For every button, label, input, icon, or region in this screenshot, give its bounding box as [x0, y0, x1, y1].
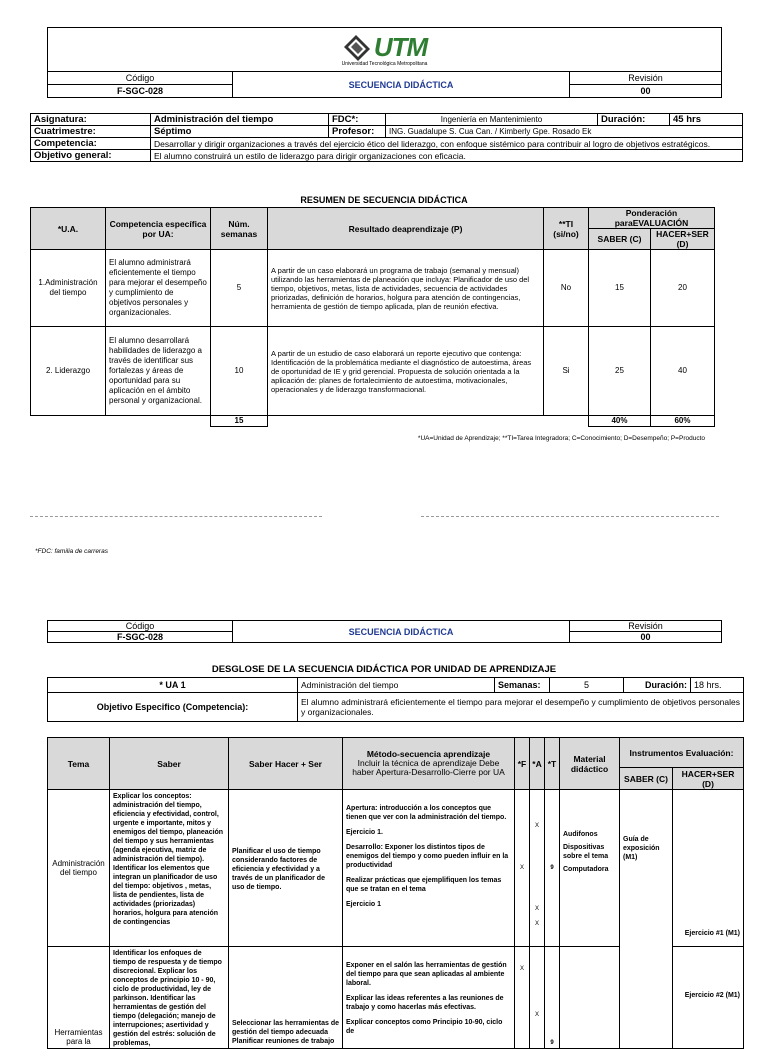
material-item: Dispositivas sobre el tema — [563, 844, 609, 860]
objetivo-especifico-label: Objetivo Especifico (Competencia): — [48, 693, 298, 722]
ua-label: * UA 1 — [48, 678, 298, 693]
summary-semanas: 5 — [211, 250, 268, 327]
competencia-label: Competencia: — [31, 138, 151, 150]
ua-value: Administración del tiempo — [298, 678, 495, 693]
metodo-step: Ejercicio 1. — [346, 829, 383, 836]
ua-info-table — [47, 677, 744, 722]
row-metodo — [343, 790, 515, 947]
col-inst-saber: SABER (C) — [620, 768, 673, 790]
semanas-value: 5 — [550, 678, 624, 693]
total-saber: 40% — [589, 416, 651, 427]
document-title: SECUENCIA DIDÁCTICA — [233, 72, 570, 98]
duracion-label: Duración: — [598, 114, 670, 126]
duracion-value: 45 hrs — [670, 114, 743, 126]
a-mark: X — [534, 823, 539, 829]
summary-semanas: 10 — [211, 327, 268, 416]
metodo-step: Ejercicio 1 — [346, 901, 382, 908]
row-inst-hacer: Ejercicio #1 (M1) — [673, 790, 744, 947]
col-metodo — [343, 738, 515, 790]
profesor-label: Profesor: — [329, 126, 386, 138]
row-inst-hacer: Ejercicio #2 (M1) — [673, 947, 744, 1049]
row-saber-hacer: Seleccionar las herramientas de gestión del tiempo adecuada Planificar reuniones de trabajo — [229, 947, 343, 1049]
profesor-value: ING. Guadalupe S. Cua Can. / Kimberly Gpe. Rosado Ek — [386, 126, 743, 138]
revision-label: Revisión — [570, 72, 722, 85]
summary-resultado: A partir de un caso elaborará un programa de trabajo (semanal y mensual) utilizando las herramientas de planeación que incluya: Planificador de uso del tiempo, objetivos, metas, lista de actividades, secuencia de actividades priorizadas, definición de horarios, holgura para atención de contingencias, herramienta de gestión de tiempo aplicada, plan de reunión efectiva. — [268, 250, 544, 327]
col-t: *T — [545, 738, 560, 790]
summary-ti: Si — [544, 327, 589, 416]
summary-saber: 15 — [589, 250, 651, 327]
codigo-value: F-SGC-028 — [48, 85, 233, 98]
summary-ti: No — [544, 250, 589, 327]
col-instrumentos: Instrumentos Evaluación: — [620, 738, 744, 768]
revision-value: 00 — [570, 632, 722, 643]
material-item: Audifonos — [563, 831, 598, 838]
row-saber: Identificar los enfoques de tiempo de respuesta y de tiempo discrecional. Explicar los conceptos de principio 10 - 90, ciclo de productividad, ley de parkinson. Identificar las herramientas de gestión del tiempo (delegación; manejo de interrupciones; asertividad y gestión del estrés: solución de problemas, — [110, 947, 229, 1049]
summary-footnote: *UA=Unidad de Aprendizaje; **TI=Tarea Integradora; C=Conocimiento; D=Desempeño; P=Producto — [417, 435, 705, 442]
utm-logo-subtitle: Universidad Tecnológica Metropolitana — [341, 61, 428, 67]
row-tema: Administración del tiempo — [48, 790, 110, 947]
row-f: X — [515, 947, 530, 1049]
fdc-label: FDC*: — [329, 114, 386, 126]
row-t: 9 — [545, 947, 560, 1049]
revision-label: Revisión — [570, 621, 722, 632]
row-a — [530, 790, 545, 947]
summary-total-row — [31, 416, 715, 427]
a-mark: X — [534, 906, 539, 912]
duracion-label: Duración: — [624, 678, 691, 693]
utm-logo-emblem — [342, 33, 372, 63]
asignatura-label: Asignatura: — [31, 114, 151, 126]
cuatrimestre-value: Séptimo — [151, 126, 329, 138]
col-tema: Tema — [48, 738, 110, 790]
codigo-value: F-SGC-028 — [48, 632, 233, 643]
summary-hacer: 40 — [651, 327, 715, 416]
fdc-value: Ingeniería en Mantenimiento — [386, 114, 598, 126]
subject-info-table — [30, 113, 743, 162]
summary-saber: 25 — [589, 327, 651, 416]
summary-ua: 1.Administración del tiempo — [31, 250, 106, 327]
cuatrimestre-label: Cuatrimestre: — [31, 126, 151, 138]
col-semanas: Núm. semanas — [211, 208, 268, 250]
col-ponderacion: Ponderación paraEVALUACIÓN — [589, 208, 715, 229]
learning-sequence-table — [47, 737, 744, 1049]
summary-resultado: A partir de un estudio de caso elaborará un reporte ejecutivo que contenga: Identificación de la problemática mediante el diagnóstico de autoestima, áreas de oportunidad de IE y grid gerencial. Propuesta de solución orientada a la aplicación de: planes de fortalecimiento de autoestima, motivacionales, operacionales y de liderazgo transformacional. — [268, 327, 544, 416]
metodo-step: Explicar conceptos como Principio 10-90, ciclo de — [346, 1019, 503, 1035]
table-row — [48, 790, 744, 947]
codigo-label: Código — [48, 621, 233, 632]
metodo-step: Exponer en el salón las herramientas de gestión del tiempo para que sean aplicadas al ambiente laboral. — [346, 962, 507, 987]
objetivo-general-value: El alumno construirá un estilo de liderazgo para dirigir organizaciones con eficacia. — [151, 150, 743, 162]
document-title: SECUENCIA DIDÁCTICA — [233, 621, 570, 643]
row-tema: Herramientas para la — [48, 947, 110, 1049]
summary-title: RESUMEN DE SECUENCIA DIDÁCTICA — [300, 195, 468, 205]
summary-ua: 2. Liderazgo — [31, 327, 106, 416]
signature-line-right — [421, 516, 719, 517]
col-ua: *U.A. — [31, 208, 106, 250]
document-header-1 — [47, 27, 722, 98]
summary-table — [30, 207, 715, 427]
codigo-label: Código — [48, 72, 233, 85]
metodo-step: Realizar prácticas que ejemplifiquen los temas que se tratan en el tema — [346, 877, 502, 893]
summary-competencia: El alumno administrará eficientemente el tiempo para mejorar el desempeño y cumplimiento de objetivos personales y organizacionales. — [106, 250, 211, 327]
document-header-2 — [47, 620, 722, 643]
row-a: X — [530, 947, 545, 1049]
metodo-subtitle: Incluir la técnica de aprendizaje Debe haber Apertura-Desarrollo-Cierre por UA — [352, 758, 505, 777]
total-hacer: 60% — [651, 416, 715, 427]
summary-hacer: 20 — [651, 250, 715, 327]
col-material: Material didáctico — [560, 738, 620, 790]
utm-logo-text: UTM — [373, 32, 428, 62]
col-f: *F — [515, 738, 530, 790]
row-saber-hacer: Planificar el uso de tiempo considerando factores de eficiencia y efectividad y a través de un planificador de uso de tiempo. — [229, 790, 343, 947]
revision-value: 00 — [570, 85, 722, 98]
desglose-title: DESGLOSE DE LA SECUENCIA DIDÁCTICA POR UNIDAD DE APRENDIZAJE — [211, 664, 557, 675]
col-competencia: Competencia específica por UA: — [106, 208, 211, 250]
metodo-title: Método-secuencia aprendizaje — [366, 749, 491, 759]
material-item: Computadora — [563, 866, 609, 873]
row-material — [560, 790, 620, 947]
col-inst-hacer: HACER+SER (D) — [673, 768, 744, 790]
row-metodo — [343, 947, 515, 1049]
signature-line-left — [30, 516, 322, 517]
col-saber: Saber — [110, 738, 229, 790]
summary-row — [31, 327, 715, 416]
logo-cell — [48, 28, 722, 72]
competencia-value: Desarrollar y dirigir organizaciones a través del ejercicio ético del liderazgo, con enfoque sistémico para contribuir al logro de objetivos estratégicos. — [151, 138, 743, 150]
col-ti: **TI (si/no) — [544, 208, 589, 250]
col-a: *A — [530, 738, 545, 790]
col-saber-hacer: Saber Hacer + Ser — [229, 738, 343, 790]
fdc-footnote: *FDC: familia de carreras — [35, 548, 108, 555]
total-semanas: 15 — [211, 416, 268, 427]
summary-competencia: El alumno desarrollará habilidades de liderazgo a través de identificar sus fortalezas y áreas de oportunidad para su aplicación en el ámbito personal y organizacional. — [106, 327, 211, 416]
row-t: 9 — [545, 790, 560, 947]
row-saber: Explicar los conceptos: administración del tiempo, eficiencia y efectividad, control, urgente e importante, mitos y enemigos del tiempo, planeación del tiempo y sus herramientas (agenda ejecutiva, matriz de administración del tiempo). Identificar los elementos que integran un planificador de uso del tiempo: objetivos , metas, lista de pendientes, lista de actividades (priorizadas) horarios, holgura para atención de contingencias — [110, 790, 229, 947]
col-saber: SABER (C) — [589, 229, 651, 250]
objetivo-general-label: Objetivo general: — [31, 150, 151, 162]
summary-row — [31, 250, 715, 327]
asignatura-value: Administración del tiempo — [151, 114, 329, 126]
utm-logo — [342, 32, 428, 67]
col-hacer: HACER+SER (D) — [651, 229, 715, 250]
row-f: X — [515, 790, 530, 947]
row-inst-saber: Guía de exposición (M1) — [620, 790, 673, 1049]
objetivo-especifico-value: El alumno administrará eficientemente el tiempo para mejorar el desempeño y cumplimiento de objetivos personales y organizacionales. — [298, 693, 744, 722]
metodo-step: Explicar las ideas referentes a las reuniones de trabajo y como hacerlas más efectivas. — [346, 995, 504, 1011]
duracion-value: 18 hrs. — [691, 678, 744, 693]
metodo-step: Apertura: introducción a los conceptos que tienen que ver con la administración del tiempo. — [346, 805, 507, 821]
col-resultado: Resultado deaprendizaje (P) — [268, 208, 544, 250]
metodo-step: Desarrollo: Exponer los distintos tipos de enemigos del tiempo y como pueden influir en la productividad — [346, 844, 509, 869]
a-mark: X — [534, 921, 539, 927]
row-material — [560, 947, 620, 1049]
semanas-label: Semanas: — [495, 678, 550, 693]
